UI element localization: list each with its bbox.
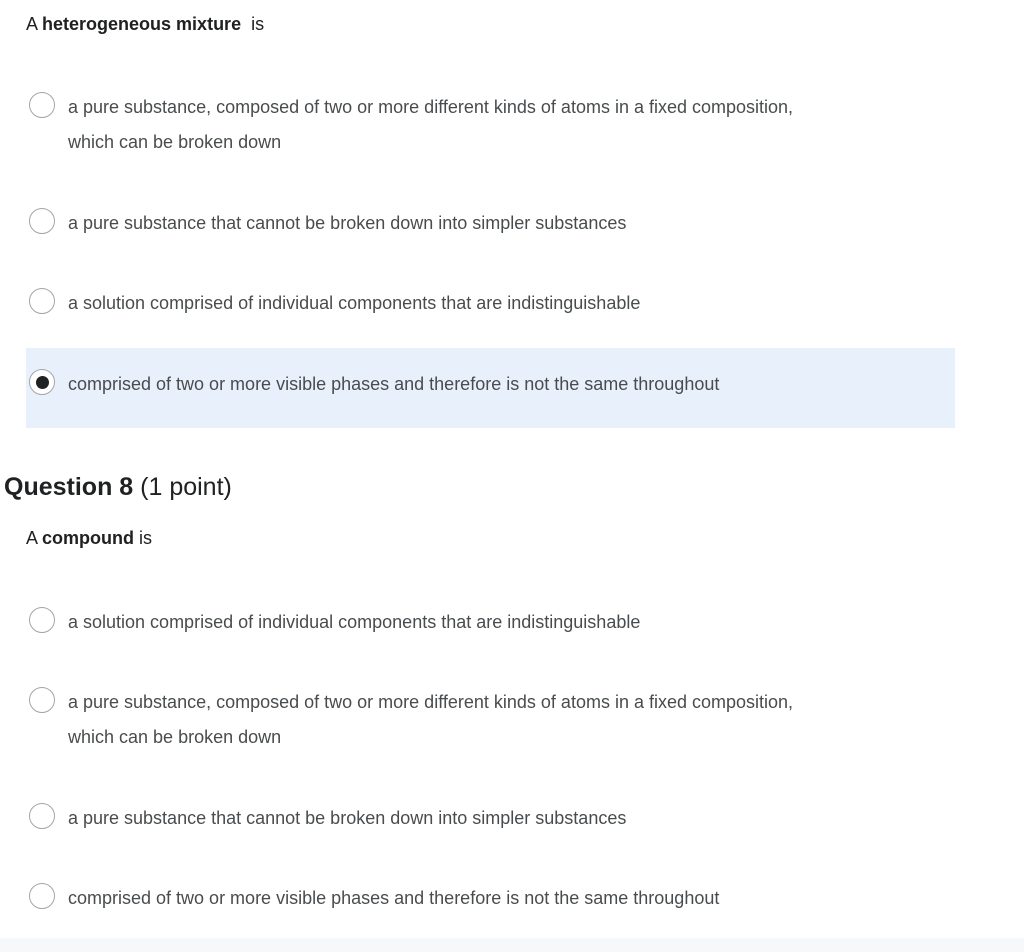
option-label-line1: a pure substance, composed of two or more different kinds of atoms in a fixed composition, (68, 97, 794, 117)
option-label: a pure substance that cannot be broken down into simpler substances (68, 808, 627, 828)
question-8-stem (26, 527, 152, 549)
q8-option-3[interactable] (26, 801, 955, 836)
radio-button[interactable] (29, 208, 55, 234)
option-label: comprised of two or more visible phases and therefore is not the same throughout (68, 888, 720, 908)
radio-button[interactable] (29, 92, 55, 118)
q7-option-1[interactable] (26, 90, 955, 160)
option-label-line2: which can be broken down (68, 132, 282, 152)
q8-option-1[interactable] (26, 605, 955, 640)
radio-button[interactable] (29, 687, 55, 713)
radio-button[interactable] (29, 288, 55, 314)
option-label: comprised of two or more visible phases and therefore is not the same throughout (68, 374, 720, 394)
option-label-line1: a pure substance, composed of two or more different kinds of atoms in a fixed composition, (68, 692, 794, 712)
stem-term: compound (42, 528, 135, 548)
radio-button-selected[interactable] (29, 369, 55, 395)
option-label: a solution comprised of individual components that are indistinguishable (68, 612, 641, 632)
q7-option-2[interactable] (26, 206, 955, 241)
q7-option-4-selected[interactable] (26, 348, 955, 428)
q8-option-2[interactable] (26, 685, 955, 755)
radio-selected-dot-icon (36, 376, 49, 389)
stem-suffix: is (251, 14, 265, 34)
question-8-header (4, 472, 232, 502)
option-label: a solution comprised of individual components that are indistinguishable (68, 293, 641, 313)
stem-prefix: A (26, 14, 38, 34)
radio-button[interactable] (29, 803, 55, 829)
stem-prefix: A (26, 528, 38, 548)
stem-term: heterogeneous mixture (42, 14, 242, 34)
q7-option-3[interactable] (26, 286, 955, 321)
question-title: Question 8 (4, 473, 134, 501)
question-7-stem (26, 13, 264, 35)
question-points: (1 point) (140, 473, 232, 501)
radio-button[interactable] (29, 883, 55, 909)
page-bottom-strip (0, 938, 1024, 952)
q8-option-4[interactable] (26, 881, 955, 916)
option-label: a pure substance that cannot be broken down into simpler substances (68, 213, 627, 233)
stem-suffix: is (139, 528, 153, 548)
option-label-line2: which can be broken down (68, 727, 282, 747)
radio-button[interactable] (29, 607, 55, 633)
